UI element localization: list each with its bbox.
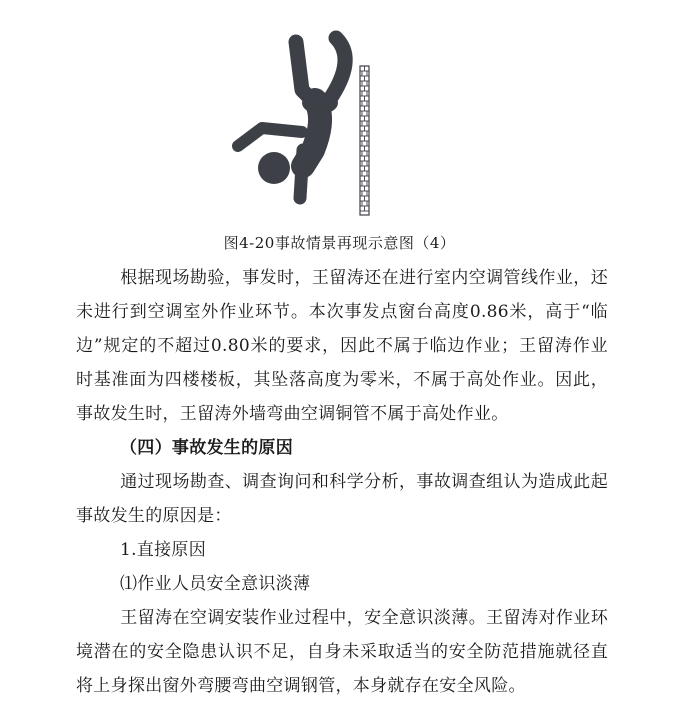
accident-scene-figure [0, 0, 679, 225]
falling-person-illustration [0, 0, 679, 225]
section-heading-accident-causes: （四）事故发生的原因 [120, 438, 293, 458]
subheading-weak-safety-awareness: ⑴作业人员安全意识淡薄 [120, 574, 311, 594]
figure-caption: 图4-20事故情景再现示意图（4） [223, 234, 456, 252]
falling-person-icon [238, 38, 345, 198]
paragraph-site-inspection: 根据现场勘验，事发时，王留涛还在进行室内空调管线作业，还未进行到空调室外作业环节。本次事发点窗台高度0.86米，高于“临边”规定的不超过0.80米的要求，因此不属于临边作业；王留涛作业时基准面为四楼楼板，其坠落高度为零米，不属于高处作业。因此，事故发生时，王留涛外墙弯曲空调铜管不属于高处作业。 [76, 268, 608, 424]
wall-icon [360, 66, 369, 215]
body-text [76, 261, 608, 703]
paragraph-investigation-conclusion: 通过现场勘查、调查询问和科学分析，事故调查组认为造成此起事故发生的原因是： [76, 472, 608, 526]
subheading-direct-cause: 1.直接原因 [120, 540, 207, 560]
paragraph-worker-behavior: 王留涛在空调安装作业过程中，安全意识淡薄。王留涛对作业环境潜在的安全隐患认识不足，自身未采取适当的安全防范措施就径直将上身探出窗外弯腰弯曲空调钢管，本身就存在安全风险。 [76, 608, 608, 696]
